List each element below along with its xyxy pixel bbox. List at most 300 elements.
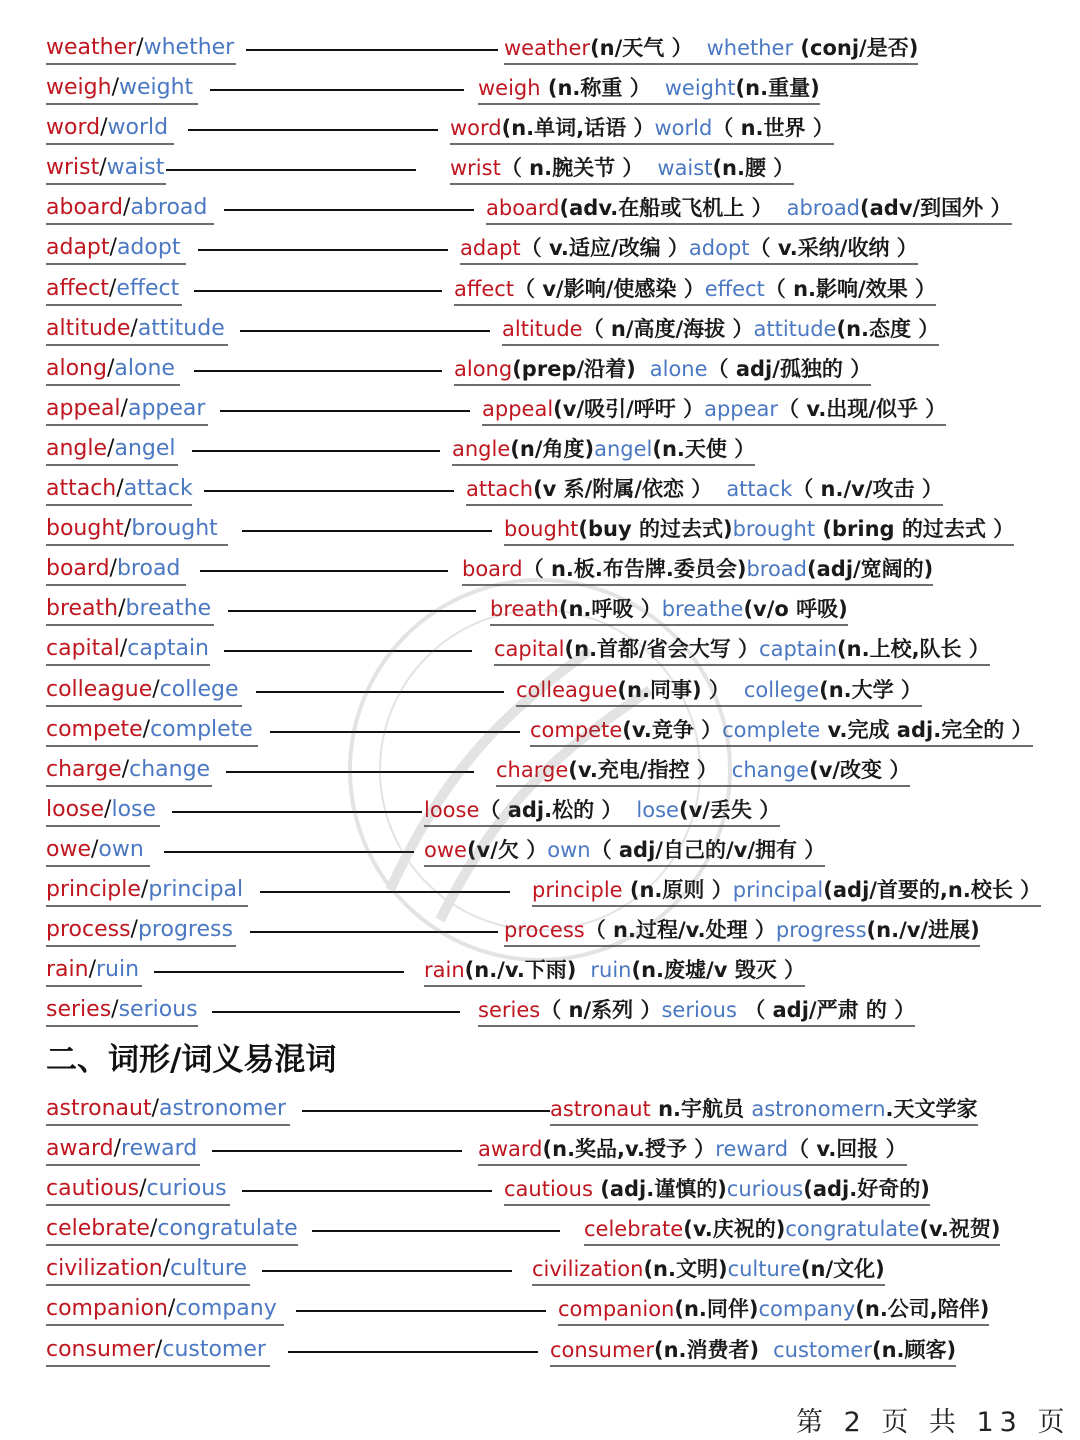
fill-line	[246, 49, 498, 51]
definition-meaning: (n.天使 ）	[652, 436, 756, 461]
definition-word-b: lose	[636, 797, 679, 822]
definition-meaning: (n.同伴)	[674, 1297, 759, 1322]
fill-line	[288, 1351, 538, 1353]
definition-word-b: serious	[661, 998, 737, 1023]
definition-meaning: （ adj/孤独的 ）	[707, 356, 872, 381]
definition-meaning: v.完成 adj.完全的 ）	[820, 717, 1033, 742]
definition	[486, 193, 1012, 225]
definition-meaning: （ n.板.布告牌.委员会)	[522, 557, 747, 582]
slash-separator: /	[111, 997, 119, 1023]
word-pair-row	[46, 470, 1046, 510]
word-pair	[46, 634, 210, 666]
definition-word-a: colleague	[516, 677, 618, 702]
slash-separator: /	[140, 876, 149, 902]
word-b: company	[175, 1296, 277, 1322]
definition	[504, 915, 980, 947]
definition-word-a: series	[478, 998, 541, 1023]
word-pair	[46, 113, 174, 145]
word-pair	[46, 33, 236, 65]
definition-word-a: angle	[452, 436, 511, 461]
slash-separator: /	[123, 516, 132, 542]
definition	[424, 835, 825, 867]
definition-word-a: celebrate	[584, 1217, 684, 1242]
definition-word-a: adapt	[460, 236, 521, 261]
slash-separator: /	[116, 476, 124, 502]
fill-line	[224, 650, 472, 652]
definition-meaning: (n.首都/省会大写 ）	[564, 637, 760, 662]
word-b: whether	[143, 35, 235, 60]
fill-line	[188, 129, 438, 131]
definition-meaning: （ v.回报 ）	[788, 1137, 907, 1162]
definition-meaning: (adv.在船或飞机上 ）	[559, 196, 773, 221]
slash-separator: /	[118, 596, 126, 622]
word-b: serious	[118, 997, 198, 1023]
definition-word-b: abroad	[786, 196, 861, 221]
word-b: complete	[150, 716, 253, 742]
word-a: bought	[46, 516, 124, 542]
word-b: captain	[127, 636, 210, 662]
definition-meaning: （ v.出现/似乎 ）	[778, 396, 947, 421]
definition-meaning: (adj.好奇的)	[803, 1177, 930, 1202]
fill-line	[242, 1190, 492, 1192]
definition-word-a: board	[462, 557, 523, 582]
definition-meaning: (n.同事) ）	[617, 677, 730, 702]
slash-separator: /	[121, 756, 130, 782]
word-b: astronomer	[159, 1096, 287, 1121]
word-pair	[46, 394, 208, 426]
word-b: principal	[148, 876, 244, 902]
word-b: own	[98, 836, 144, 862]
word-b: lose	[111, 796, 157, 822]
word-b: abroad	[130, 195, 208, 221]
definition-word-b: customer	[773, 1337, 872, 1362]
word-a: appeal	[46, 395, 121, 421]
word-pair-row	[46, 69, 1046, 109]
definition-word-b: congratulate	[785, 1217, 920, 1242]
definition-word-a: astronaut	[550, 1097, 651, 1121]
word-pair-row	[46, 109, 1046, 149]
fill-line	[200, 570, 448, 572]
word-a: breath	[46, 596, 119, 622]
word-pair	[46, 1335, 270, 1367]
word-a: process	[46, 917, 131, 943]
definition	[460, 233, 918, 265]
word-pair	[46, 995, 198, 1027]
slash-separator: /	[123, 195, 131, 221]
fill-line	[240, 330, 490, 332]
definition-word-a: weather	[504, 36, 591, 60]
fill-line	[260, 891, 510, 893]
fill-line	[194, 290, 442, 292]
fill-line	[192, 450, 440, 452]
fill-line	[212, 1011, 460, 1013]
word-pair-row	[46, 189, 1046, 229]
word-pair	[46, 514, 228, 546]
definition-meaning: (n./v.下雨)	[464, 958, 577, 983]
definition	[532, 1254, 885, 1286]
slash-separator: /	[108, 275, 117, 301]
slash-separator: /	[167, 1296, 176, 1322]
word-a: principle	[46, 876, 141, 902]
word-pair-row	[46, 671, 1046, 711]
definition-word-a: companion	[558, 1297, 675, 1322]
word-a: attach	[46, 476, 117, 502]
definition-meaning: （ n/高度/海拔 ）	[582, 316, 754, 341]
definition-word-a: altitude	[502, 316, 583, 341]
word-pair	[46, 474, 192, 506]
word-pair	[46, 594, 214, 626]
slash-separator: /	[100, 115, 108, 141]
definition	[550, 1335, 956, 1367]
definition-meaning: (v.庆祝的)	[683, 1217, 786, 1242]
word-pair	[46, 233, 186, 265]
word-b: effect	[116, 275, 180, 301]
word-b: angel	[114, 435, 176, 461]
fill-line	[302, 1110, 550, 1112]
word-a: angle	[46, 435, 108, 461]
definition-word-b: whether	[706, 36, 794, 60]
word-b: broad	[116, 556, 181, 582]
word-b: adopt	[116, 235, 181, 261]
word-pair-row	[46, 1290, 1046, 1330]
definition	[530, 715, 1033, 747]
fill-line	[250, 931, 498, 933]
definition-word-a: cautious	[504, 1177, 593, 1202]
definition-word-a: award	[478, 1137, 543, 1162]
definition-word-a: compete	[530, 717, 623, 742]
definition-meaning: (n.重量)	[735, 76, 820, 101]
definition-meaning: (n./v/进展)	[866, 918, 980, 943]
word-pair-row	[46, 831, 1046, 871]
word-b: change	[129, 756, 211, 782]
slash-separator: /	[151, 1096, 160, 1121]
definition	[462, 554, 933, 586]
word-pair-row	[46, 1170, 1046, 1210]
fill-line	[198, 249, 448, 251]
word-pair-row	[46, 550, 1046, 590]
fill-line	[312, 1230, 560, 1232]
definition-word-a: owe	[424, 837, 467, 862]
word-a: affect	[46, 275, 109, 301]
definition	[496, 755, 910, 787]
definition-meaning: (n.奖品,v.授予 ）	[542, 1137, 716, 1162]
slash-separator: /	[142, 716, 151, 742]
definition	[502, 314, 939, 346]
definition-word-b: principal	[732, 877, 824, 902]
fill-line	[242, 530, 492, 532]
word-pair	[46, 1174, 230, 1206]
definition-word-a: bought	[504, 517, 579, 542]
definition-meaning: (v/欠 ）	[466, 837, 548, 862]
definition-word-b: waist	[657, 156, 713, 181]
slash-separator: /	[120, 395, 128, 421]
word-b: curious	[146, 1176, 227, 1202]
word-b: reward	[121, 1136, 198, 1162]
word-b: culture	[170, 1256, 247, 1282]
definition-word-a: breath	[490, 597, 559, 622]
definition-word-b: effect	[704, 276, 765, 301]
definition-meaning: (v.竞争 ）	[622, 717, 723, 742]
word-pair-row	[46, 751, 1046, 791]
definition-word-a: along	[454, 356, 513, 381]
definition	[478, 73, 820, 105]
definition-word-a: attach	[466, 477, 534, 502]
word-a: aboard	[46, 195, 124, 221]
word-a: astronaut	[46, 1096, 152, 1121]
definition	[550, 1094, 978, 1126]
word-pair-row	[46, 1250, 1046, 1290]
word-a: along	[46, 355, 107, 381]
definition	[450, 113, 834, 145]
fill-line	[296, 1310, 546, 1312]
definition-word-a: wrist	[450, 156, 501, 181]
definition	[424, 955, 805, 987]
definition-word-b: breathe	[661, 597, 744, 622]
definition-word-b: attitude	[753, 316, 837, 341]
word-b: waist	[106, 155, 165, 181]
page-number: 第 2 页 共 13 页	[796, 1407, 1071, 1438]
definition-meaning: (v/改变 ）	[809, 757, 911, 782]
slash-separator: /	[119, 636, 128, 662]
definition-meaning: (adj/首要的,n.校长 ）	[823, 877, 1042, 902]
fill-line	[204, 490, 454, 492]
word-a: rain	[46, 957, 89, 983]
word-pair	[46, 835, 150, 867]
definition	[558, 1294, 989, 1326]
definition-meaning: (n.废墟/v 毁灭 ）	[631, 958, 806, 983]
word-pair	[46, 274, 182, 306]
slash-separator: /	[91, 836, 99, 862]
word-pair-row	[46, 350, 1046, 390]
confusable-word-list-1	[46, 29, 1046, 1031]
word-a: charge	[46, 756, 122, 782]
definition-meaning: （ n.影响/效果 ）	[764, 276, 937, 301]
slash-separator: /	[149, 1216, 158, 1242]
definition-meaning: (n.文明)	[643, 1257, 728, 1282]
definition-meaning: (v.祝贺)	[919, 1217, 1001, 1242]
fill-line	[210, 89, 464, 91]
fill-line	[194, 370, 442, 372]
word-pair-row	[46, 630, 1046, 670]
word-pair	[46, 915, 236, 947]
definition-meaning: (prep/沿着)	[512, 356, 636, 381]
definition-word-a: affect	[454, 276, 515, 301]
definition-meaning: (v/o 呼吸)	[743, 597, 848, 622]
word-a: capital	[46, 636, 120, 662]
word-pair-row	[46, 1331, 1046, 1371]
slash-separator: /	[107, 435, 115, 461]
confusable-word-list-2	[46, 1090, 1046, 1371]
word-b: college	[159, 676, 239, 702]
definition-meaning: （ n.腕关节 ）	[500, 156, 644, 181]
definition-meaning: (adj/宽阔的)	[807, 557, 934, 582]
definition-meaning: (v/吸引/呼吁 ）	[553, 396, 705, 421]
word-pair	[46, 955, 142, 987]
slash-separator: /	[104, 796, 112, 822]
word-pair-row	[46, 871, 1046, 911]
definition-meaning: .天文学家	[885, 1097, 978, 1121]
word-a: series	[46, 997, 112, 1023]
fill-line	[270, 731, 520, 733]
definition	[454, 274, 936, 306]
word-b: attack	[123, 476, 193, 502]
definition	[450, 153, 794, 185]
word-pair	[46, 554, 186, 586]
word-pair	[46, 715, 258, 747]
definition-word-b: progress	[775, 918, 867, 943]
slash-separator: /	[111, 75, 119, 101]
definition-meaning: (n/角度)	[510, 436, 595, 461]
word-a: celebrate	[46, 1216, 150, 1242]
word-pair-row	[46, 149, 1046, 189]
definition-meaning: (adj.谨慎的)	[592, 1177, 727, 1202]
word-pair	[46, 1294, 284, 1326]
definition-meaning: （ adj.松的 ）	[479, 797, 623, 822]
definition-word-b: broad	[746, 557, 808, 582]
section-heading: 二、词形/词义易混词	[46, 1042, 337, 1078]
slash-separator: /	[152, 676, 160, 702]
word-a: compete	[46, 716, 143, 742]
definition-word-b: attack	[726, 477, 793, 502]
word-pair-row	[46, 29, 1046, 69]
word-b: appear	[127, 395, 206, 421]
word-b: brought	[131, 516, 218, 542]
definition-word-a: process	[504, 918, 585, 943]
definition	[532, 875, 1041, 907]
definition-meaning: (v 系/附属/依恋 ）	[533, 477, 713, 502]
definition-meaning: (n.称重 ）	[540, 76, 651, 101]
fill-line	[220, 410, 470, 412]
definition	[452, 434, 755, 466]
slash-separator: /	[139, 1176, 147, 1202]
word-pair	[46, 755, 212, 787]
word-a: weigh	[46, 75, 112, 101]
definition-meaning: (n/文化)	[800, 1257, 885, 1282]
definition-word-b: angel	[594, 436, 653, 461]
definition-word-a: appeal	[482, 396, 554, 421]
definition-word-b: adopt	[688, 236, 750, 261]
slash-separator: /	[130, 917, 138, 943]
fill-line	[226, 771, 474, 773]
word-a: board	[46, 556, 110, 582]
slash-separator: /	[109, 235, 117, 261]
definition-meaning: (n.顾客)	[871, 1337, 957, 1362]
definition-word-a: principle	[532, 877, 623, 902]
word-a: consumer	[46, 1336, 155, 1362]
word-a: award	[46, 1136, 114, 1162]
word-pair-row	[46, 911, 1046, 951]
word-pair-row	[46, 991, 1046, 1031]
definition-meaning: (n.公司,陪伴)	[855, 1297, 990, 1322]
definition	[478, 995, 915, 1027]
fill-line	[172, 811, 422, 813]
definition-meaning: (adv/到国外 ）	[860, 196, 1012, 221]
word-pair	[46, 434, 178, 466]
word-pair-row	[46, 310, 1046, 350]
word-b: progress	[137, 917, 233, 943]
word-a: loose	[46, 796, 105, 822]
word-pair-row	[46, 510, 1046, 550]
fill-line	[224, 209, 474, 211]
definition-word-b: curious	[726, 1177, 804, 1202]
word-pair	[46, 354, 180, 386]
definition-meaning: (n.大学 ）	[819, 677, 922, 702]
fill-line	[262, 1270, 512, 1272]
definition-meaning: （ v.采纳/收纳 ）	[749, 236, 918, 261]
definition-meaning: （ n.世界 ）	[712, 116, 834, 141]
word-b: attitude	[137, 315, 225, 341]
definition	[516, 675, 922, 707]
word-pair-row	[46, 390, 1046, 430]
definition-meaning: (n.上校,队长 ）	[837, 637, 990, 662]
slash-separator: /	[130, 315, 138, 341]
word-pair-row	[46, 1090, 1046, 1130]
word-a: weather	[46, 35, 137, 60]
definition-word-b: weight	[664, 76, 736, 101]
definition-meaning: (buy 的过去式)	[578, 517, 733, 542]
definition-word-b: brought	[732, 517, 816, 542]
word-pair-row	[46, 791, 1046, 831]
slash-separator: /	[154, 1336, 163, 1362]
word-pair	[46, 314, 228, 346]
word-b: world	[107, 115, 169, 141]
definition-word-a: charge	[496, 757, 569, 782]
word-pair-row	[46, 430, 1046, 470]
word-pair	[46, 73, 198, 105]
fill-line	[256, 691, 504, 693]
definition-word-b: college	[743, 677, 820, 702]
definition-meaning: （ v/影响/使感染 ）	[514, 276, 705, 301]
word-pair	[46, 1254, 250, 1286]
definition	[504, 33, 918, 65]
definition-word-b: reward	[715, 1137, 789, 1162]
definition	[504, 1174, 930, 1206]
definition-word-b: world	[654, 116, 713, 141]
word-a: word	[46, 115, 101, 141]
word-pair	[46, 1214, 298, 1246]
definition	[478, 1134, 907, 1166]
definition-meaning: (n.原则 ）	[622, 877, 733, 902]
fill-line	[164, 851, 414, 853]
definition-meaning: （ adj/严肃 的 ）	[736, 998, 916, 1023]
definition-word-b: appear	[704, 396, 779, 421]
definition	[482, 394, 946, 426]
definition-word-b: own	[547, 837, 591, 862]
definition-word-b: complete	[722, 717, 821, 742]
word-pair-row	[46, 229, 1046, 269]
fill-line	[166, 169, 416, 171]
definition	[494, 634, 990, 666]
word-a: adapt	[46, 235, 110, 261]
definition-meaning: (n.呼吸 ）	[558, 597, 662, 622]
word-b: ruin	[96, 957, 140, 983]
word-b: weight	[118, 75, 194, 101]
word-b: customer	[162, 1336, 266, 1362]
word-pair	[46, 795, 160, 827]
fill-line	[228, 610, 476, 612]
word-a: companion	[46, 1296, 168, 1322]
definition-word-a: word	[450, 116, 502, 141]
slash-separator: /	[88, 957, 97, 983]
definition	[466, 474, 943, 506]
fill-line	[212, 1150, 462, 1152]
definition-meaning: （ adj/自己的/v/拥有 ）	[590, 837, 826, 862]
definition-word-b: captain	[759, 637, 838, 662]
definition-word-b: company	[758, 1297, 856, 1322]
word-pair-row	[46, 1130, 1046, 1170]
definition-meaning: (n.消费者)	[653, 1337, 760, 1362]
slash-separator: /	[109, 556, 117, 582]
